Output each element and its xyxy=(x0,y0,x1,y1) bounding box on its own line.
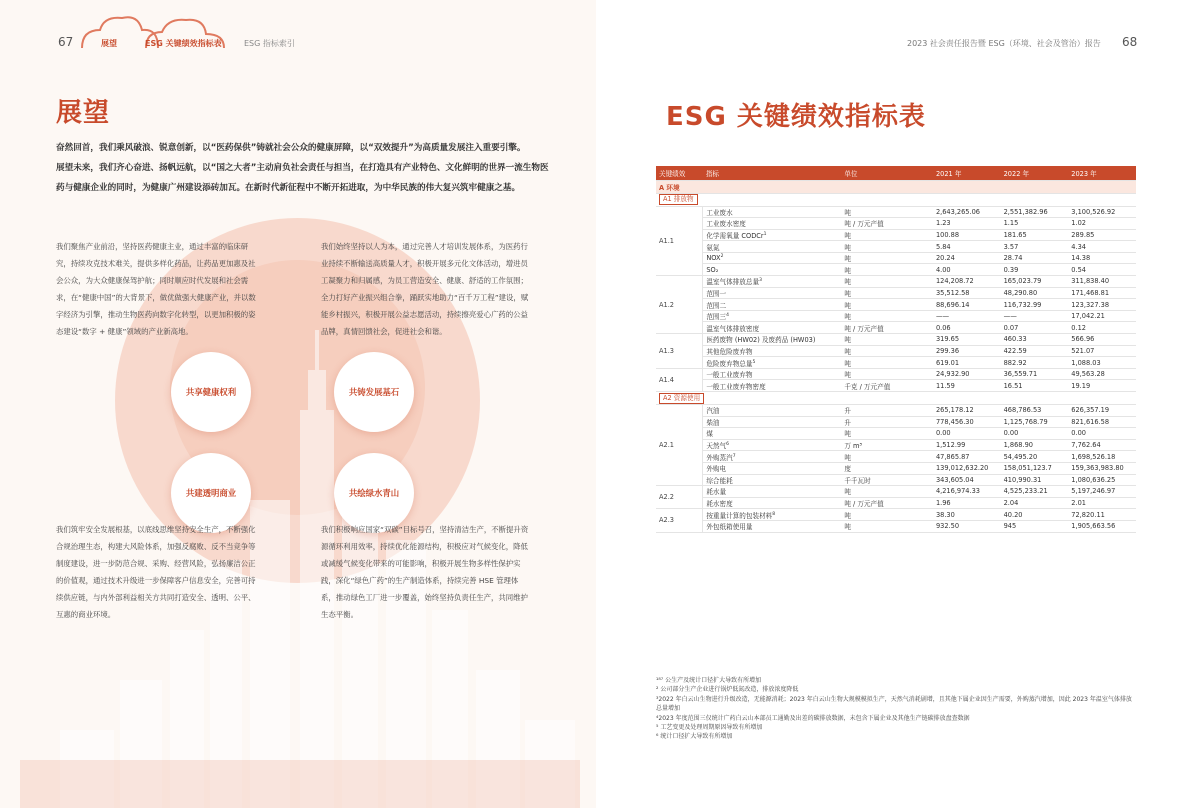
value-cell: 3.57 xyxy=(1001,241,1069,253)
footnote: ⁴2023 年度范围三仅统计广药白云山本部员工通勤及出差的碳排放数据，未包含下属企业及其他生产链碳排放盘查数据 xyxy=(656,714,970,722)
unit-cell: 千千瓦时 xyxy=(841,474,933,486)
kpi-code: A1.4 xyxy=(656,368,703,391)
unit-cell: 吨 xyxy=(841,451,933,463)
indicator-name: 外包纸箱使用量 xyxy=(706,523,753,532)
intro-paragraph: 奋然回首，我们乘风破浪、锐意创新，以“医药保供”铸就社会公众的健康屏障，以“双效提升”为高质量发展注入重要引擎。 xyxy=(56,143,526,153)
text-column-environment: 我们积极响应国家“双碳”目标号召，坚持清洁生产，不断提升资源循环利用效率，持续优化能源结构，积极应对气候变化，降低或减缓气候变化带来的可能影响，积极开展生物多样性保护实践，深化“绿色广药”的生产制造体系，持续完善 HSE 管理体系，推动绿色工厂进一步覆盖，始终坚持负责任生产，共同维护生态平衡。 xyxy=(321,525,529,619)
unit-cell: 万 m³ xyxy=(841,439,933,451)
value-cell: 123,327.38 xyxy=(1068,299,1136,311)
indicator-cell xyxy=(703,428,841,440)
value-cell: 0.00 xyxy=(933,428,1001,440)
col-header: 2023 年 xyxy=(1068,166,1136,180)
indicator-name: 工业废水 xyxy=(706,208,733,217)
value-cell: 1,088.03 xyxy=(1068,357,1136,369)
section-environment xyxy=(656,180,1136,193)
intro-text xyxy=(56,138,556,198)
table-row xyxy=(656,276,1136,288)
indicator-cell xyxy=(703,368,841,380)
indicator-cell xyxy=(703,357,841,369)
value-cell: 821,616.58 xyxy=(1068,416,1136,428)
value-cell: 566.96 xyxy=(1068,334,1136,346)
text-column-business: 我们筑牢安全发展根基，以底线思维坚持安全生产，不断强化合规治理生态，构建大风险体系，加强反腐败、反不当竞争等制度建设，进一步防范合规、采购、经营风险，弘扬廉洁公正的价值观，通过技术升级进一步保障客户信息安全，完善可持续供应链，与内外部利益相关方共同打造安全、透明、公平、互惠的商业环境。 xyxy=(56,525,256,619)
table-row xyxy=(656,368,1136,380)
unit-cell: 吨 xyxy=(841,241,933,253)
indicator-cell xyxy=(703,486,841,498)
value-cell: 20.24 xyxy=(933,252,1001,264)
table-row xyxy=(656,428,1136,440)
indicator-cell xyxy=(703,206,841,218)
value-cell: 116,732.99 xyxy=(1001,299,1069,311)
footnotes xyxy=(656,676,1136,742)
value-cell: 49,563.28 xyxy=(1068,368,1136,380)
value-cell: 4.34 xyxy=(1068,241,1136,253)
intro-paragraph: 展望未来，我们齐心奋进、扬帆远航，以“国之大者”主动肩负社会责任与担当，在打造具有产业特色、文化鲜明的世界一流生物医药与健康企业的同时，为健康广州建设添砖加瓦。在新时代新征程中不断开拓进取，为中华民族的伟大复兴筑牢健康之基。 xyxy=(56,163,549,193)
table-row xyxy=(656,509,1136,521)
value-cell: 72,820.11 xyxy=(1068,509,1136,521)
indicator-name: 范围一 xyxy=(706,289,727,298)
left-page-number: 67 xyxy=(58,35,74,49)
indicator-name: 化学需氧量 CODCr xyxy=(706,231,764,240)
value-cell: 319.65 xyxy=(933,334,1001,346)
page-title: 展望 xyxy=(56,98,111,128)
kpi-code: A2.3 xyxy=(656,509,703,532)
col-header: 2021 年 xyxy=(933,166,1001,180)
table-row xyxy=(656,474,1136,486)
kpi-code: A1.1 xyxy=(656,206,703,276)
value-cell: 468,786.53 xyxy=(1001,405,1069,417)
nav-index[interactable]: ESG 指标索引 xyxy=(244,39,295,48)
value-cell: 1.02 xyxy=(1068,218,1136,230)
col-header: 指标 xyxy=(703,166,841,180)
value-cell: 165,023.79 xyxy=(1001,276,1069,288)
kpi-code: A1.2 xyxy=(656,276,703,334)
unit-cell: 吨 / 万元产值 xyxy=(841,218,933,230)
indicator-cell xyxy=(703,380,841,392)
unit-cell: 吨 xyxy=(841,299,933,311)
value-cell: 311,838.40 xyxy=(1068,276,1136,288)
value-cell: 54,495.20 xyxy=(1001,451,1069,463)
indicator-name: 温室气体排放总量 xyxy=(706,278,760,287)
table-header xyxy=(656,166,1136,180)
value-cell: 124,208.72 xyxy=(933,276,1001,288)
value-cell: —— xyxy=(1001,310,1069,322)
unit-cell: 吨 xyxy=(841,310,933,322)
indicator-cell xyxy=(703,509,841,521)
indicator-name: NOX xyxy=(706,254,721,263)
subsection-tag: A2 资源使用 xyxy=(659,393,704,404)
unit-cell: 吨 xyxy=(841,520,933,532)
nav-outlook[interactable]: 展望 xyxy=(101,39,117,48)
indicator-cell xyxy=(703,334,841,346)
indicator-name: 氨氮 xyxy=(706,243,720,252)
indicator-cell xyxy=(703,287,841,299)
value-cell: 0.06 xyxy=(933,322,1001,334)
badge-green: 共绘绿水青山 xyxy=(334,453,414,533)
table-row xyxy=(656,287,1136,299)
indicator-name: 汽油 xyxy=(706,407,720,416)
kpi-table xyxy=(656,166,1136,533)
table-row xyxy=(656,345,1136,357)
nav-kpi[interactable]: ESG 关键绩效指标表 xyxy=(145,39,222,48)
value-cell: 181.65 xyxy=(1001,229,1069,241)
indicator-name: 按重量计算的包装材料 xyxy=(706,511,773,520)
indicator-name: 范围三 xyxy=(706,313,727,322)
value-cell: 289.85 xyxy=(1068,229,1136,241)
subsection-resources xyxy=(656,392,1136,405)
value-cell: 4,525,233.21 xyxy=(1001,486,1069,498)
value-cell: 100.88 xyxy=(933,229,1001,241)
indicator-cell xyxy=(703,345,841,357)
indicator-name: 煤 xyxy=(706,430,713,439)
kpi-title: ESG 关键绩效指标表 xyxy=(666,102,926,132)
indicator-name: 医药废物 (HW02) 及废药品 (HW03) xyxy=(706,336,816,345)
value-cell: 4,216,974.33 xyxy=(933,486,1001,498)
table-row xyxy=(656,299,1136,311)
unit-cell: 吨 xyxy=(841,287,933,299)
table-row xyxy=(656,416,1136,428)
table-row xyxy=(656,357,1136,369)
value-cell: 2,643,265.06 xyxy=(933,206,1001,218)
indicator-cell xyxy=(703,497,841,509)
unit-cell: 吨 xyxy=(841,509,933,521)
table-row xyxy=(656,252,1136,264)
value-cell: 299.36 xyxy=(933,345,1001,357)
unit-cell: 吨 / 万元产值 xyxy=(841,497,933,509)
badge-health-rights: 共享健康权利 xyxy=(171,352,251,432)
col-header: 单位 xyxy=(841,166,933,180)
value-cell: 139,012,632.20 xyxy=(933,462,1001,474)
subsection-label xyxy=(656,193,1136,206)
value-cell: 1,080,636.25 xyxy=(1068,474,1136,486)
value-cell: 5,197,246.97 xyxy=(1068,486,1136,498)
right-page xyxy=(596,0,1191,808)
footnote-marker: 7 xyxy=(732,453,736,459)
table-row xyxy=(656,405,1136,417)
badge-transparent-business: 共建透明商业 xyxy=(171,453,251,533)
indicator-name: 综合能耗 xyxy=(706,476,733,485)
value-cell: 48,290.80 xyxy=(1001,287,1069,299)
indicator-cell xyxy=(703,405,841,417)
kpi-code: A1.3 xyxy=(656,334,703,369)
unit-cell: 吨 xyxy=(841,428,933,440)
value-cell: 410,990.31 xyxy=(1001,474,1069,486)
indicator-cell xyxy=(703,310,841,322)
unit-cell: 吨 xyxy=(841,368,933,380)
col-header: 关键绩效 xyxy=(656,166,703,180)
value-cell: 28.74 xyxy=(1001,252,1069,264)
kpi-code: A2.1 xyxy=(656,405,703,486)
subsection-label xyxy=(656,392,1136,405)
value-cell: 1,125,768.79 xyxy=(1001,416,1069,428)
value-cell: 626,357.19 xyxy=(1068,405,1136,417)
value-cell: 0.12 xyxy=(1068,322,1136,334)
table-row xyxy=(656,462,1136,474)
table-row xyxy=(656,486,1136,498)
indicator-name: 一般工业废弃物 xyxy=(706,371,753,380)
section-label: A 环境 xyxy=(656,180,1136,193)
footnote-marker: 1 xyxy=(763,231,767,237)
footnote-marker: 3 xyxy=(759,278,762,284)
table-row xyxy=(656,451,1136,463)
indicator-cell xyxy=(703,520,841,532)
unit-cell: 升 xyxy=(841,416,933,428)
value-cell: 4.00 xyxy=(933,264,1001,276)
table-row xyxy=(656,322,1136,334)
unit-cell: 吨 xyxy=(841,264,933,276)
footnote: ⁵ 工艺变更及处理周期原因导致有所增加 xyxy=(656,724,763,732)
value-cell: 24,932.90 xyxy=(933,368,1001,380)
col-header: 2022 年 xyxy=(1001,166,1069,180)
unit-cell: 吨 xyxy=(841,486,933,498)
table-row xyxy=(656,241,1136,253)
indicator-cell xyxy=(703,241,841,253)
value-cell: 1,512.99 xyxy=(933,439,1001,451)
value-cell: 343,605.04 xyxy=(933,474,1001,486)
unit-cell: 吨 xyxy=(841,252,933,264)
indicator-name: 天然气 xyxy=(706,442,727,451)
unit-cell: 吨 xyxy=(841,276,933,288)
indicator-name: 其他危险废弃物 xyxy=(706,347,753,356)
indicator-cell xyxy=(703,218,841,230)
value-cell: 5.84 xyxy=(933,241,1001,253)
indicator-name: 柴油 xyxy=(706,418,720,427)
indicator-cell xyxy=(703,439,841,451)
value-cell: 460.33 xyxy=(1001,334,1069,346)
indicator-name: 工业废水密度 xyxy=(706,220,746,229)
unit-cell: 度 xyxy=(841,462,933,474)
indicator-cell xyxy=(703,322,841,334)
unit-cell: 吨 xyxy=(841,229,933,241)
value-cell: 17,042.21 xyxy=(1068,310,1136,322)
value-cell: 158,051,123.7 xyxy=(1001,462,1069,474)
footnote: ³2022 年白云山生物进行升级改造，无能源消耗；2023 年白云山生物大规模模拟生产，天然气消耗剧增，且其他下属企业因生产需要，外购蒸汽增加，因此 2023 年温室气体排放总量增加 xyxy=(656,695,1132,713)
unit-cell: 吨 xyxy=(841,357,933,369)
value-cell: 778,456.30 xyxy=(933,416,1001,428)
indicator-cell xyxy=(703,474,841,486)
value-cell: 159,363,983.80 xyxy=(1068,462,1136,474)
indicator-cell xyxy=(703,451,841,463)
text-column-talent: 我们始终坚持以人为本，通过完善人才培训发展体系，为医药行业持续不断输送高质量人才，积极开展多元化文体活动，增进员工凝聚力和归属感，为员工营造安全、健康、舒适的工作氛围；全力打好产业振兴组合拳，踊跃实地助力“百千万工程”建设，赋能乡村振兴，积极开展公益志愿活动，持续擦亮爱心广药的公益品牌，真情回馈社会，促进社会和谐。 xyxy=(321,242,529,336)
value-cell: 882.92 xyxy=(1001,357,1069,369)
table-row xyxy=(656,310,1136,322)
value-cell: 38.30 xyxy=(933,509,1001,521)
value-cell: 171,468.81 xyxy=(1068,287,1136,299)
indicator-name: 耗水密度 xyxy=(706,500,733,509)
right-page-number: 68 xyxy=(1122,35,1138,49)
table-row xyxy=(656,264,1136,276)
value-cell: 0.54 xyxy=(1068,264,1136,276)
value-cell: 36,559.71 xyxy=(1001,368,1069,380)
value-cell: 619.01 xyxy=(933,357,1001,369)
indicator-name: 耗水量 xyxy=(706,488,727,497)
value-cell: 47,865.87 xyxy=(933,451,1001,463)
indicator-name: 范围二 xyxy=(706,301,727,310)
indicator-cell xyxy=(703,276,841,288)
footnote-marker: 5 xyxy=(752,359,756,365)
value-cell: 0.39 xyxy=(1001,264,1069,276)
table-row xyxy=(656,439,1136,451)
unit-cell: 吨 xyxy=(841,334,933,346)
value-cell: 1,905,663.56 xyxy=(1068,520,1136,532)
value-cell: 1.96 xyxy=(933,497,1001,509)
value-cell: 3,100,526.92 xyxy=(1068,206,1136,218)
value-cell: 1.23 xyxy=(933,218,1001,230)
indicator-cell xyxy=(703,416,841,428)
indicator-cell xyxy=(703,264,841,276)
value-cell: 2,551,382.96 xyxy=(1001,206,1069,218)
unit-cell: 吨 xyxy=(841,206,933,218)
value-cell: 2.01 xyxy=(1068,497,1136,509)
unit-cell: 升 xyxy=(841,405,933,417)
value-cell: 521.07 xyxy=(1068,345,1136,357)
unit-cell: 吨 xyxy=(841,345,933,357)
value-cell: 932.50 xyxy=(933,520,1001,532)
footnote: ⁶ 统计口径扩大导致有所增加 xyxy=(656,733,733,741)
indicator-name: SO₂ xyxy=(706,265,719,274)
report-header: 2023 社会责任报告暨 ESG（环境、社会及管治）报告 xyxy=(907,39,1101,48)
table-row xyxy=(656,206,1136,218)
value-cell: 0.07 xyxy=(1001,322,1069,334)
value-cell: 422.59 xyxy=(1001,345,1069,357)
indicator-cell xyxy=(703,252,841,264)
footnote-marker: 4 xyxy=(726,312,729,318)
footnote-marker: 6 xyxy=(726,441,729,447)
indicator-name: 温室气体排放密度 xyxy=(706,324,760,333)
subsection-emissions xyxy=(656,193,1136,206)
value-cell: 945 xyxy=(1001,520,1069,532)
footnote-marker: 8 xyxy=(772,511,776,517)
table-row xyxy=(656,229,1136,241)
footnote: ² 公司部分生产企业进行锅炉低氮改造，排放浓度降低 xyxy=(656,686,799,694)
value-cell: 2.04 xyxy=(1001,497,1069,509)
value-cell: 88,696.14 xyxy=(933,299,1001,311)
table-row xyxy=(656,218,1136,230)
value-cell: 1,868.90 xyxy=(1001,439,1069,451)
footnote-marker: 2 xyxy=(720,254,724,260)
value-cell: —— xyxy=(933,310,1001,322)
unit-cell: 千克 / 万元产值 xyxy=(841,380,933,392)
indicator-cell xyxy=(703,462,841,474)
indicator-name: 外购电 xyxy=(706,465,727,474)
table-row xyxy=(656,497,1136,509)
table-row xyxy=(656,334,1136,346)
value-cell: 1.15 xyxy=(1001,218,1069,230)
value-cell: 14.38 xyxy=(1068,252,1136,264)
kpi-code: A2.2 xyxy=(656,486,703,509)
value-cell: 1,698,526.18 xyxy=(1068,451,1136,463)
value-cell: 40.20 xyxy=(1001,509,1069,521)
value-cell: 7,762.64 xyxy=(1068,439,1136,451)
unit-cell: 吨 / 万元产值 xyxy=(841,322,933,334)
indicator-cell xyxy=(703,299,841,311)
indicator-cell xyxy=(703,229,841,241)
value-cell: 11.59 xyxy=(933,380,1001,392)
value-cell: 19.19 xyxy=(1068,380,1136,392)
value-cell: 16.51 xyxy=(1001,380,1069,392)
table-row xyxy=(656,380,1136,392)
subsection-tag: A1 排放物 xyxy=(659,194,698,205)
text-column-health: 我们聚焦产业前沿，坚持医药健康主业，通过丰富的临床研究，持续攻克技术难关，提供多样化药品，让药品更加惠及社会公众，为大众健康保驾护航；同时顺应时代发展和社会需求，在“健康中国”的大背景下，做优做强大健康产业，并以数字经济为引擎，推动生物医药向数字化转型，以更加积极的姿态建设“数字 + 健康”领域的产业新高地。 xyxy=(56,242,256,336)
footnote: ¹⁸⁷ 公生产及统计口径扩大导致有所增加 xyxy=(656,677,762,684)
value-cell: 35,512.58 xyxy=(933,287,1001,299)
table-row xyxy=(656,520,1136,532)
indicator-name: 一般工业废弃物密度 xyxy=(706,382,766,391)
indicator-name: 危险废弃物总量 xyxy=(706,359,753,368)
indicator-name: 外购蒸汽 xyxy=(706,453,733,462)
value-cell: 0.00 xyxy=(1001,428,1069,440)
value-cell: 265,178.12 xyxy=(933,405,1001,417)
value-cell: 0.00 xyxy=(1068,428,1136,440)
badge-development: 共铸发展基石 xyxy=(334,352,414,432)
